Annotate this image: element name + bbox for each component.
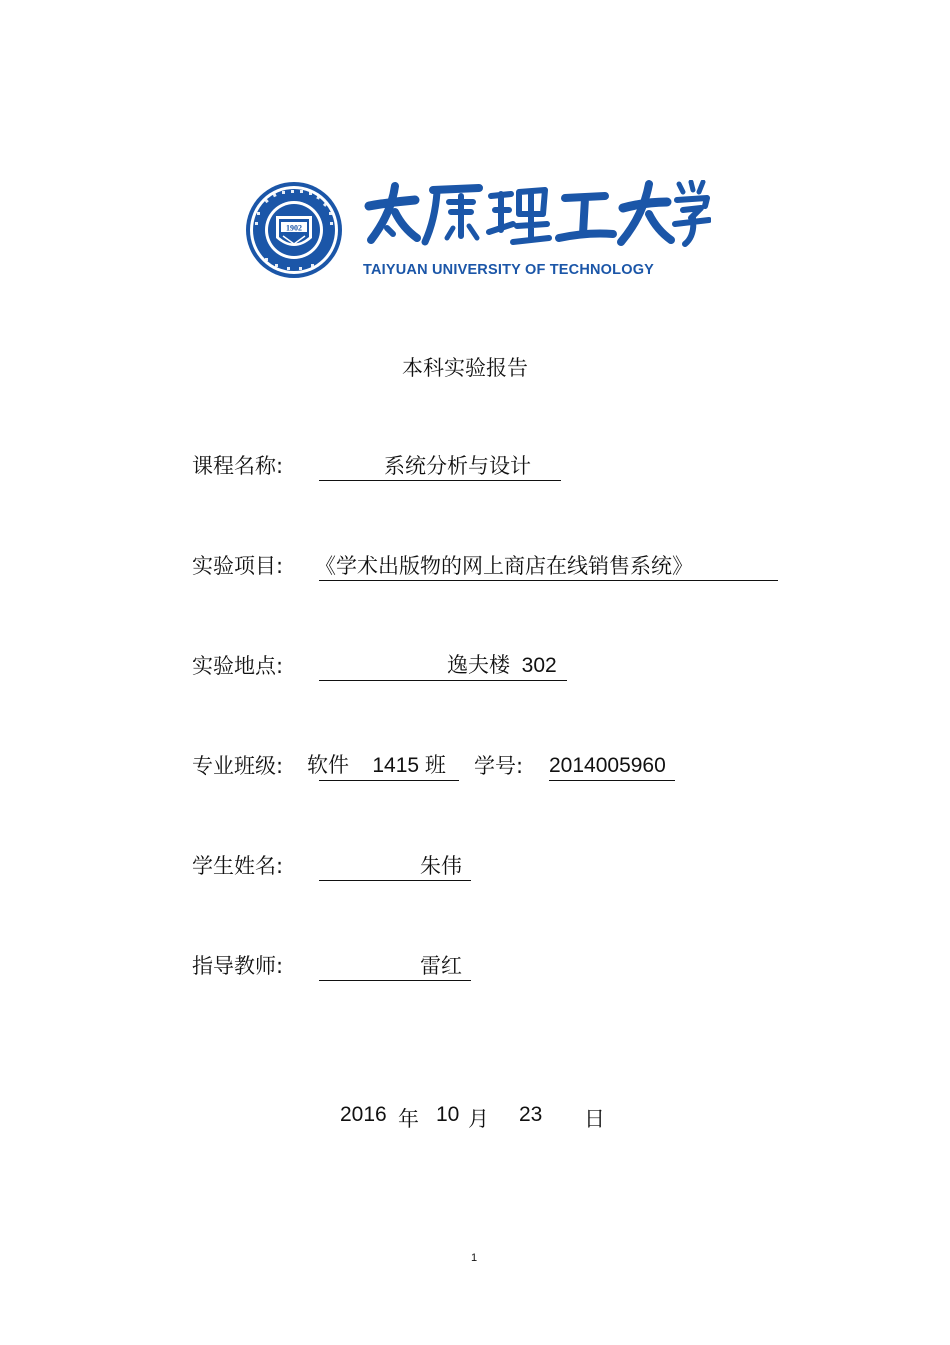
- university-logo: [243, 180, 713, 280]
- student-id-value: 2014005960: [549, 754, 666, 777]
- location-underline: [319, 651, 567, 681]
- student-underline: [319, 851, 471, 881]
- student-id-underline: [549, 751, 675, 781]
- location-label: 实验地点:: [192, 654, 284, 678]
- date-year: 2016: [340, 1103, 387, 1126]
- course-label: 课程名称:: [192, 454, 284, 478]
- student-value: 朱伟: [420, 854, 462, 878]
- date-day: 23: [519, 1103, 543, 1126]
- student-id-label: 学号:: [474, 754, 524, 778]
- university-name-calligraphy: [361, 180, 711, 252]
- course-underline: [319, 451, 561, 481]
- university-name-english: TAIYUAN UNIVERSITY OF TECHNOLOGY: [363, 262, 655, 278]
- page-number: 1: [470, 1252, 478, 1264]
- class-underline: [307, 751, 459, 781]
- project-label: 实验项目:: [192, 554, 284, 578]
- svg-text:1902: 1902: [286, 223, 302, 233]
- location-value: 逸夫楼 302: [447, 654, 557, 677]
- date-month: 10: [436, 1103, 460, 1126]
- report-title: 本科实验报告: [402, 356, 528, 380]
- date-month-unit: 月: [468, 1107, 489, 1131]
- class-label: 专业班级:: [192, 754, 284, 778]
- university-seal-icon: [243, 180, 345, 280]
- teacher-underline: [319, 951, 471, 981]
- teacher-label: 指导教师:: [192, 954, 284, 978]
- course-value: 系统分析与设计: [384, 454, 531, 478]
- project-underline: [315, 551, 778, 581]
- teacher-value: 雷红: [420, 954, 462, 978]
- date-year-unit: 年: [398, 1107, 419, 1131]
- student-label: 学生姓名:: [192, 854, 284, 878]
- date-day-unit: 日: [584, 1107, 605, 1131]
- class-value: 软件 1415 班: [307, 754, 446, 777]
- project-value: 《学术出版物的网上商店在线销售系统》: [315, 554, 693, 578]
